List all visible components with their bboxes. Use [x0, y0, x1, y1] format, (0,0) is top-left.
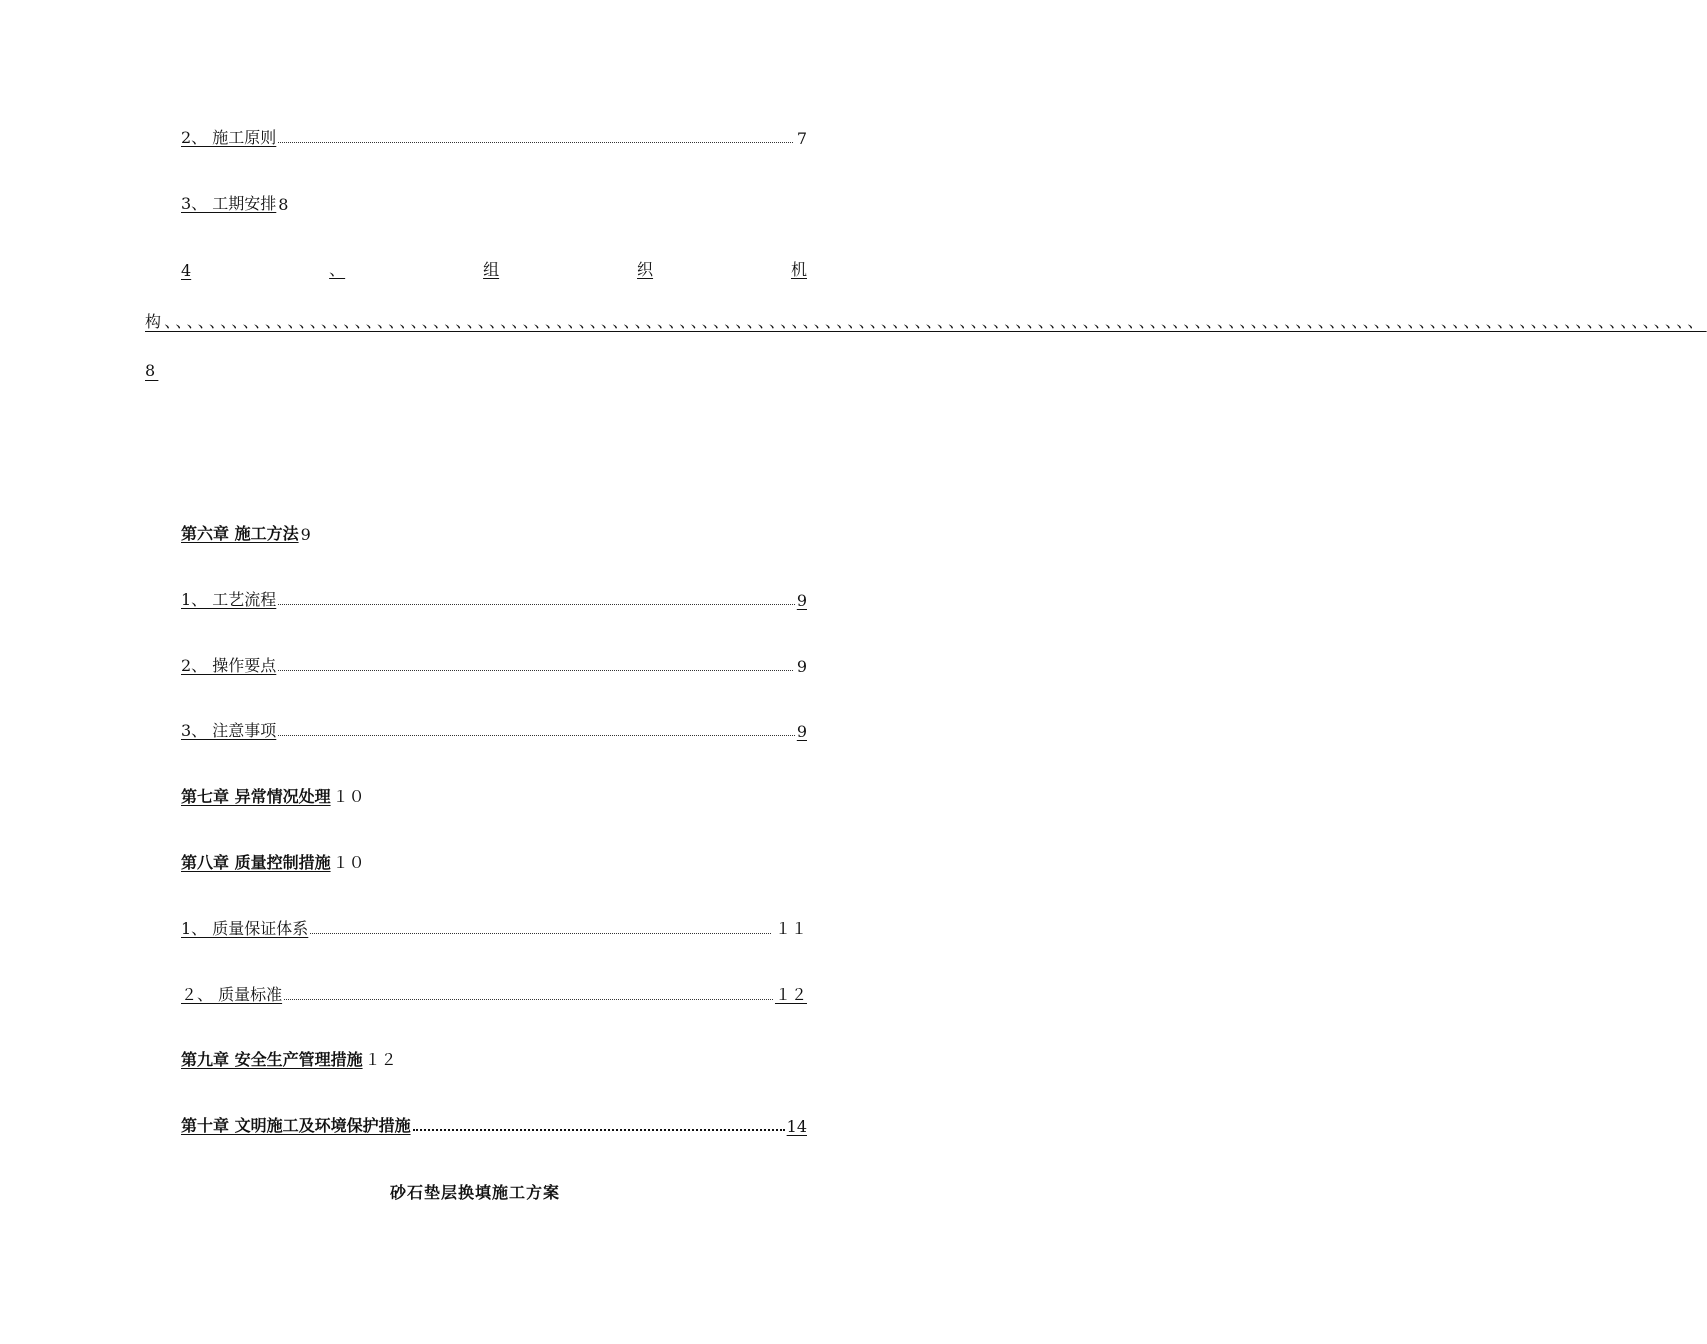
toc-entry-quality-assurance-system[interactable]: [181, 915, 807, 939]
toc-label: 3、 工期安排: [181, 194, 277, 213]
toc-page-number: 7: [796, 129, 807, 148]
toc-page-number: １０: [332, 853, 365, 872]
toc-entry-process-flow[interactable]: [181, 586, 807, 610]
toc-label: 3、 注意事项: [181, 721, 277, 740]
toc-page-number: 9: [796, 657, 807, 676]
toc-label-part: 机: [790, 260, 807, 279]
toc-entry-organization[interactable]: [181, 256, 807, 280]
toc-page-number: 8: [145, 361, 159, 380]
toc-leader-dots: [278, 142, 793, 143]
toc-label-part: 、: [329, 260, 346, 279]
toc-entry-quality-standards[interactable]: [181, 981, 807, 1005]
toc-leader-dots: [278, 670, 793, 671]
toc-leader-dots: [278, 735, 795, 736]
toc-page-number: 9: [796, 591, 807, 610]
toc-page-number: 9: [300, 525, 311, 544]
toc-chapter-exception-handling[interactable]: [181, 783, 807, 807]
toc-label: 1、 工艺流程: [181, 590, 277, 609]
toc-leader-text: 构、、、、、、、、、、、、、、、、、、、、、、、、、、、、、、、、、、、、、、、、、、、、、、、、、、、、、、、、、、、、、、、、、、、、、、、、、、、、、、、、、、、、、、、、、、、、、、、、、、、、、、、、、、、、、、、、、、、、、、、、、、、、、、、、、、、、、、、、、: [145, 312, 1707, 331]
toc-entry-schedule[interactable]: [181, 190, 807, 214]
toc-entry-construction-principles[interactable]: [181, 124, 807, 148]
toc-leader-dots: [413, 1129, 785, 1131]
toc-label: 2、 施工原则: [181, 128, 277, 147]
toc-chapter-label: 第九章 安全生产管理措施: [181, 1050, 363, 1069]
toc-label-part: 组: [483, 260, 500, 279]
toc-page-number: １２: [774, 985, 807, 1004]
toc-entry-precautions[interactable]: [181, 717, 807, 741]
toc-page-number: 9: [796, 722, 807, 741]
toc-page-number: １０: [332, 787, 365, 806]
toc-chapter-quality-control[interactable]: [181, 849, 807, 873]
toc-page-number: 8: [278, 195, 289, 214]
toc-chapter-label: 第七章 异常情况处理: [181, 787, 331, 806]
toc-leader-dots: [284, 999, 773, 1000]
toc-label: ２、 质量标准: [181, 985, 283, 1004]
toc-chapter-label: 第十章 文明施工及环境保护措施: [181, 1116, 411, 1135]
toc-label-part: 织: [637, 260, 654, 279]
toc-label: 2、 操作要点: [181, 656, 277, 675]
toc-leader-dots: [310, 933, 771, 934]
toc-label-part: 4: [181, 261, 192, 280]
toc-chapter-civilized-construction[interactable]: [181, 1112, 807, 1136]
toc-entry-operation-points[interactable]: [181, 652, 807, 676]
toc-page-number: 14: [786, 1117, 807, 1136]
toc-entry-organization-continued[interactable]: [145, 297, 1707, 395]
toc-page-number: １２: [364, 1050, 397, 1069]
toc-page-number: １１: [774, 919, 807, 938]
toc-chapter-label: 第八章 质量控制措施: [181, 853, 331, 872]
toc-chapter-label: 第六章 施工方法: [181, 524, 299, 543]
document-title: 砂石垫层换填施工方案: [389, 1183, 560, 1202]
toc-leader-dots: [278, 604, 795, 605]
toc-label: 1、 质量保证体系: [181, 919, 309, 938]
toc-chapter-construction-method[interactable]: [181, 520, 807, 544]
toc-chapter-safety-management[interactable]: [181, 1046, 807, 1070]
